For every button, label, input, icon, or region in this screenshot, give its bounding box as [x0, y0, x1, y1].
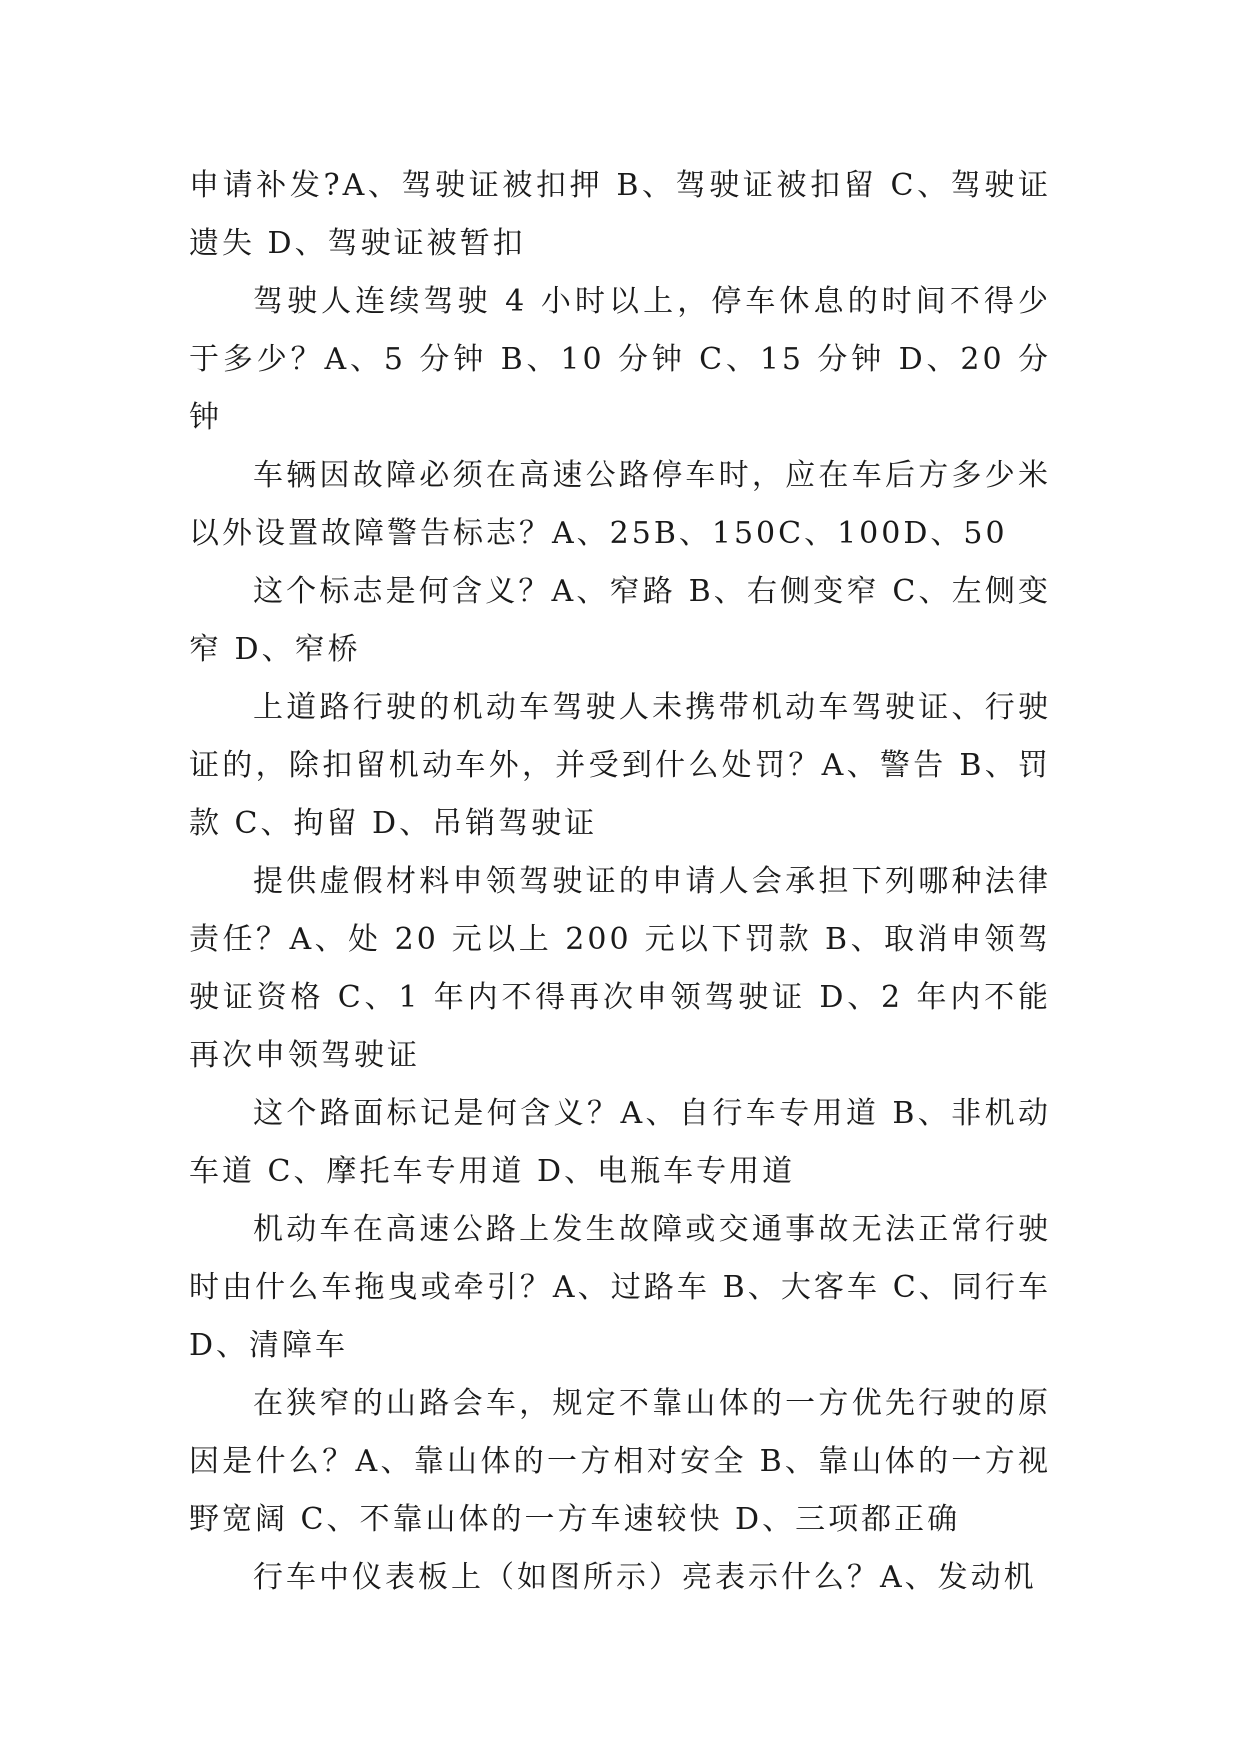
question-paragraph: 上道路行驶的机动车驾驶人未携带机动车驾驶证、行驶证的，除扣留机动车外，并受到什么处罚？A、警告 B、罚款 C、拘留 D、吊销驾驶证: [189, 690, 1051, 841]
question-paragraph: 机动车在高速公路上发生故障或交通事故无法正常行驶时由什么车拖曳或牵引？A、过路车 B、大客车 C、同行车 D、清障车: [189, 1212, 1051, 1363]
question-paragraph: 驾驶人连续驾驶 4 小时以上，停车休息的时间不得少于多少？A、5 分钟 B、10 分钟 C、15 分钟 D、20 分钟: [189, 284, 1051, 435]
question-paragraph: 这个标志是何含义？A、窄路 B、右侧变窄 C、左侧变窄 D、窄桥: [189, 574, 1051, 667]
question-paragraph: 申请补发?A、驾驶证被扣押 B、驾驶证被扣留 C、驾驶证遗失 D、驾驶证被暂扣: [189, 168, 1051, 261]
document-body: [189, 157, 1051, 1607]
question-paragraph: 车辆因故障必须在高速公路停车时，应在车后方多少米以外设置故障警告标志？A、25B、150C、100D、50: [189, 458, 1051, 551]
question-paragraph: 行车中仪表板上（如图所示）亮表示什么？A、发动机: [253, 1560, 1037, 1595]
question-paragraph: 这个路面标记是何含义？A、自行车专用道 B、非机动车道 C、摩托车专用道 D、电瓶车专用道: [189, 1096, 1051, 1189]
question-paragraph: 提供虚假材料申领驾驶证的申请人会承担下列哪种法律责任？A、处 20 元以上 200 元以下罚款 B、取消申领驾驶证资格 C、1 年内不得再次申领驾驶证 D、2 年内不能再次申领驾驶证: [189, 864, 1051, 1073]
question-paragraph: 在狭窄的山路会车，规定不靠山体的一方优先行驶的原因是什么？A、靠山体的一方相对安全 B、靠山体的一方视野宽阔 C、不靠山体的一方车速较快 D、三项都正确: [189, 1386, 1051, 1537]
